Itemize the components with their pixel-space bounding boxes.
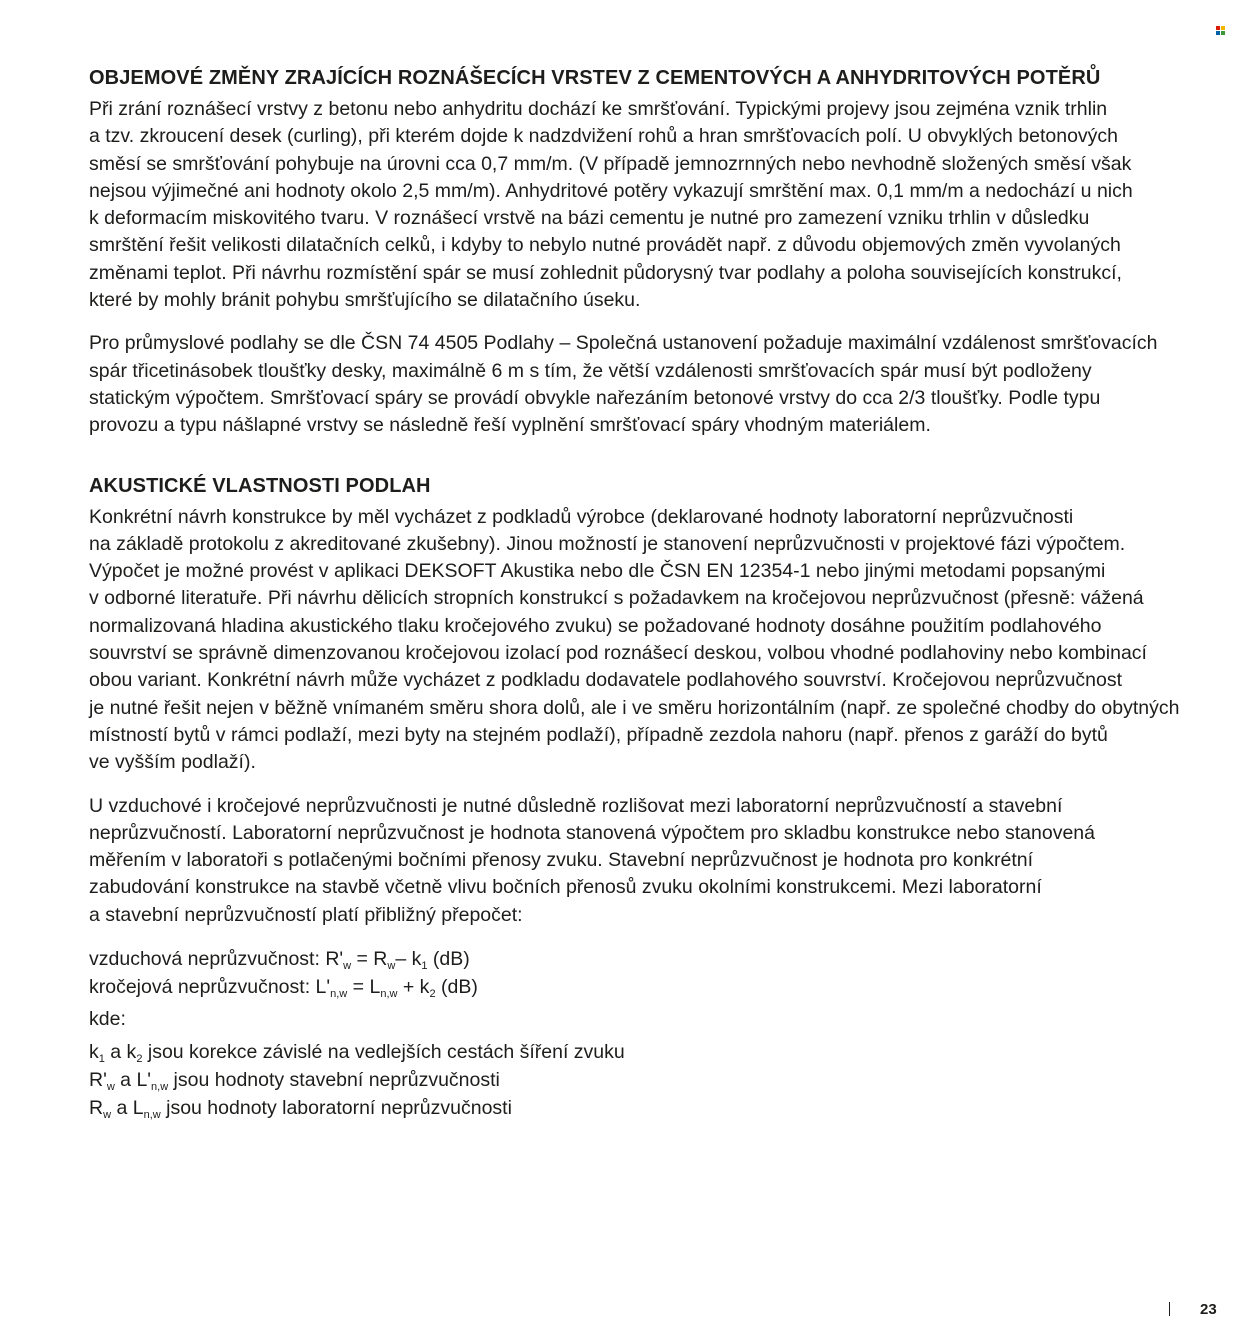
text-line: Konkrétní návrh konstrukce by měl vycházet z podkladů výrobce (deklarované hodnoty laboratorní neprůzvučnosti [89,505,1074,528]
text-line: které by mohly bránit pohybu smršťujícího se dilatačního úseku. [89,289,641,312]
text-line: Výpočet je možné provést v aplikaci DEKSOFT Akustika nebo dle ČSN EN 12354-1 nebo jinými metodami popsanými [89,560,1106,583]
section-title-acoustics: AKUSTICKÉ VLASTNOSTI PODLAH [89,474,431,497]
text-line: Pro průmyslové podlahy se dle ČSN 74 4505 Podlahy – Společná ustanovení požaduje maximální vzdálenost smršťovacích [89,332,1158,355]
formula-airborne: vzduchová neprůzvučnost: $R'_w = R_w-$ $k_1$ (dB) [89,948,470,973]
document-body [89,64,1189,1122]
text-line: ve vyšším podlaží). [89,751,256,774]
logo-yellow-square [1221,26,1225,30]
formula-where-label: kde: [89,1008,126,1031]
formula-block [89,945,1189,1033]
text-line: spár třicetinásobek tloušťky desky, maximálně 6 m s tím, že větší vzdálenosti smršťovacích spár musí být podloženy [89,359,1092,382]
text-line: neprůzvučností. Laboratorní neprůzvučnost je hodnota stanovená výpočtem pro skladbu konstrukce nebo stanovená [89,821,1095,844]
text-line: a stavební neprůzvučností platí přibližný přepočet: [89,903,523,926]
formula-impact: kročejová neprůzvučnost: $L'_{n,w} = L_{n,w} + k_2$ (dB) [89,976,478,1001]
formula-legend [89,1038,1189,1122]
text-line: nejsou výjimečné ani hodnoty okolo 2,5 mm/m). Anhydritové potěry vykazují smrštění max. 0,1 mm/m a nedochází u nich [89,179,1133,202]
brand-logo-icon [1216,26,1225,35]
page-number: 23 [1200,1301,1217,1318]
text-line: a tzv. zkroucení desek (curling), při kterém dojde k nadzdvižení rohů a hran smršťovacích polí. U obvyklých betonových [89,125,1119,148]
section-title-volume-changes: OBJEMOVÉ ZMĚNY ZRAJÍCÍCH ROZNÁŠECÍCH VRSTEV Z CEMENTOVÝCH A ANHYDRITOVÝCH POTĚRŮ [89,67,1101,89]
legend-item-building-values: $R'_w$ a $L'_{n,w}$ jsou hodnoty stavební neprůzvučnosti [89,1069,500,1094]
text-line: souvrství se správně dimenzovanou kročejovou izolací pod roznášecí deskou, volbou vhodné podlahoviny nebo kombinací [89,642,1147,665]
text-line: zabudování konstrukce na stavbě včetně vlivu bočních přenosů zvuku okolními konstrukcemi. Mezi laboratorní [89,876,1042,899]
legend-item-corrections: $k_1$ a $k_2$ jsou korekce závislé na vedlejších cestách šíření zvuku [89,1041,625,1066]
text-line: je nutné řešit nejen v běžně vnímaném směru shora dolů, ale i ve směru horizontálním (např. ze společné chodby do obytných [89,696,1180,719]
legend-item-lab-values: $R_w$ a $L_{n,w}$ jsou hodnoty laboratorní neprůzvučnosti [89,1097,512,1122]
text-line: směsí se smršťování pohybuje na úrovni cca 0,7 mm/m. (V případě jemnozrnných nebo nevhodně složených směsí však [89,152,1132,175]
paragraph-shrinkage [89,96,1189,314]
text-line: místností bytů v rámci podlaží, mezi byty na stejném podlaží), případně zezdola nahoru (např. přenos z garáží do bytů [89,723,1108,746]
paragraph-industrial-floors [89,330,1189,439]
text-line: provozu a typu nášlapné vrstvy se následně řeší vyplnění smršťovací spáry vhodným materiálem. [89,414,931,437]
text-line: obou variant. Konkrétní návrh může vycházet z podkladu dodavatele podlahového souvrství. Kročejovou neprůzvučnost [89,669,1123,692]
text-line: k deformacím miskovitého tvaru. V roznášecí vrstvě na bázi cementu je nutné pro zamezení vzniku trhlin v důsledku [89,207,1090,230]
text-line: v odborné literatuře. Při návrhu dělicích stropních konstrukcí s požadavkem na kročejovou neprůzvučnost (přesně: vážená [89,587,1144,610]
text-line: normalizovaná hladina akustického tlaku kročejového zvuku) se požadované hodnoty dosáhne použitím podlahového [89,614,1102,637]
text-line: Při zrání roznášecí vrstvy z betonu nebo anhydritu dochází ke smršťování. Typickými projevy jsou zejména vznik trhlin [89,98,1108,120]
paragraph-lab-vs-building [89,793,1189,929]
text-line: U vzduchové i kročejové neprůzvučnosti je nutné důsledně rozlišovat mezi laboratorní neprůzvučností a stavební [89,794,1063,817]
logo-red-square [1216,26,1220,30]
logo-green-square [1221,31,1225,35]
text-line: statickým výpočtem. Smršťovací spáry se provádí obvykle nařezáním betonové vrstvy do cca 2/3 tloušťky. Podle typu [89,386,1101,409]
logo-blue-square [1216,31,1220,35]
page-number-divider [1169,1302,1170,1316]
paragraph-acoustic-design [89,504,1189,777]
text-line: smrštění řešit velikosti dilatačních celků, i kdyby to nebylo nutné provádět např. z důvodu objemových změn vyvolaných [89,234,1121,257]
text-line: změnami teplot. Při návrhu rozmístění spár se musí zohlednit půdorysný tvar podlahy a poloha souvisejících konstrukcí, [89,261,1122,284]
text-line: na základě protokolu z akreditované zkušebny). Jinou možností je stanovení neprůzvučnosti v projektové fázi výpočtem. [89,532,1126,555]
text-line: měřením v laboratoři s potlačenými bočními přenosy zvuku. Stavební neprůzvučnost je hodnota pro konkrétní [89,849,1034,872]
